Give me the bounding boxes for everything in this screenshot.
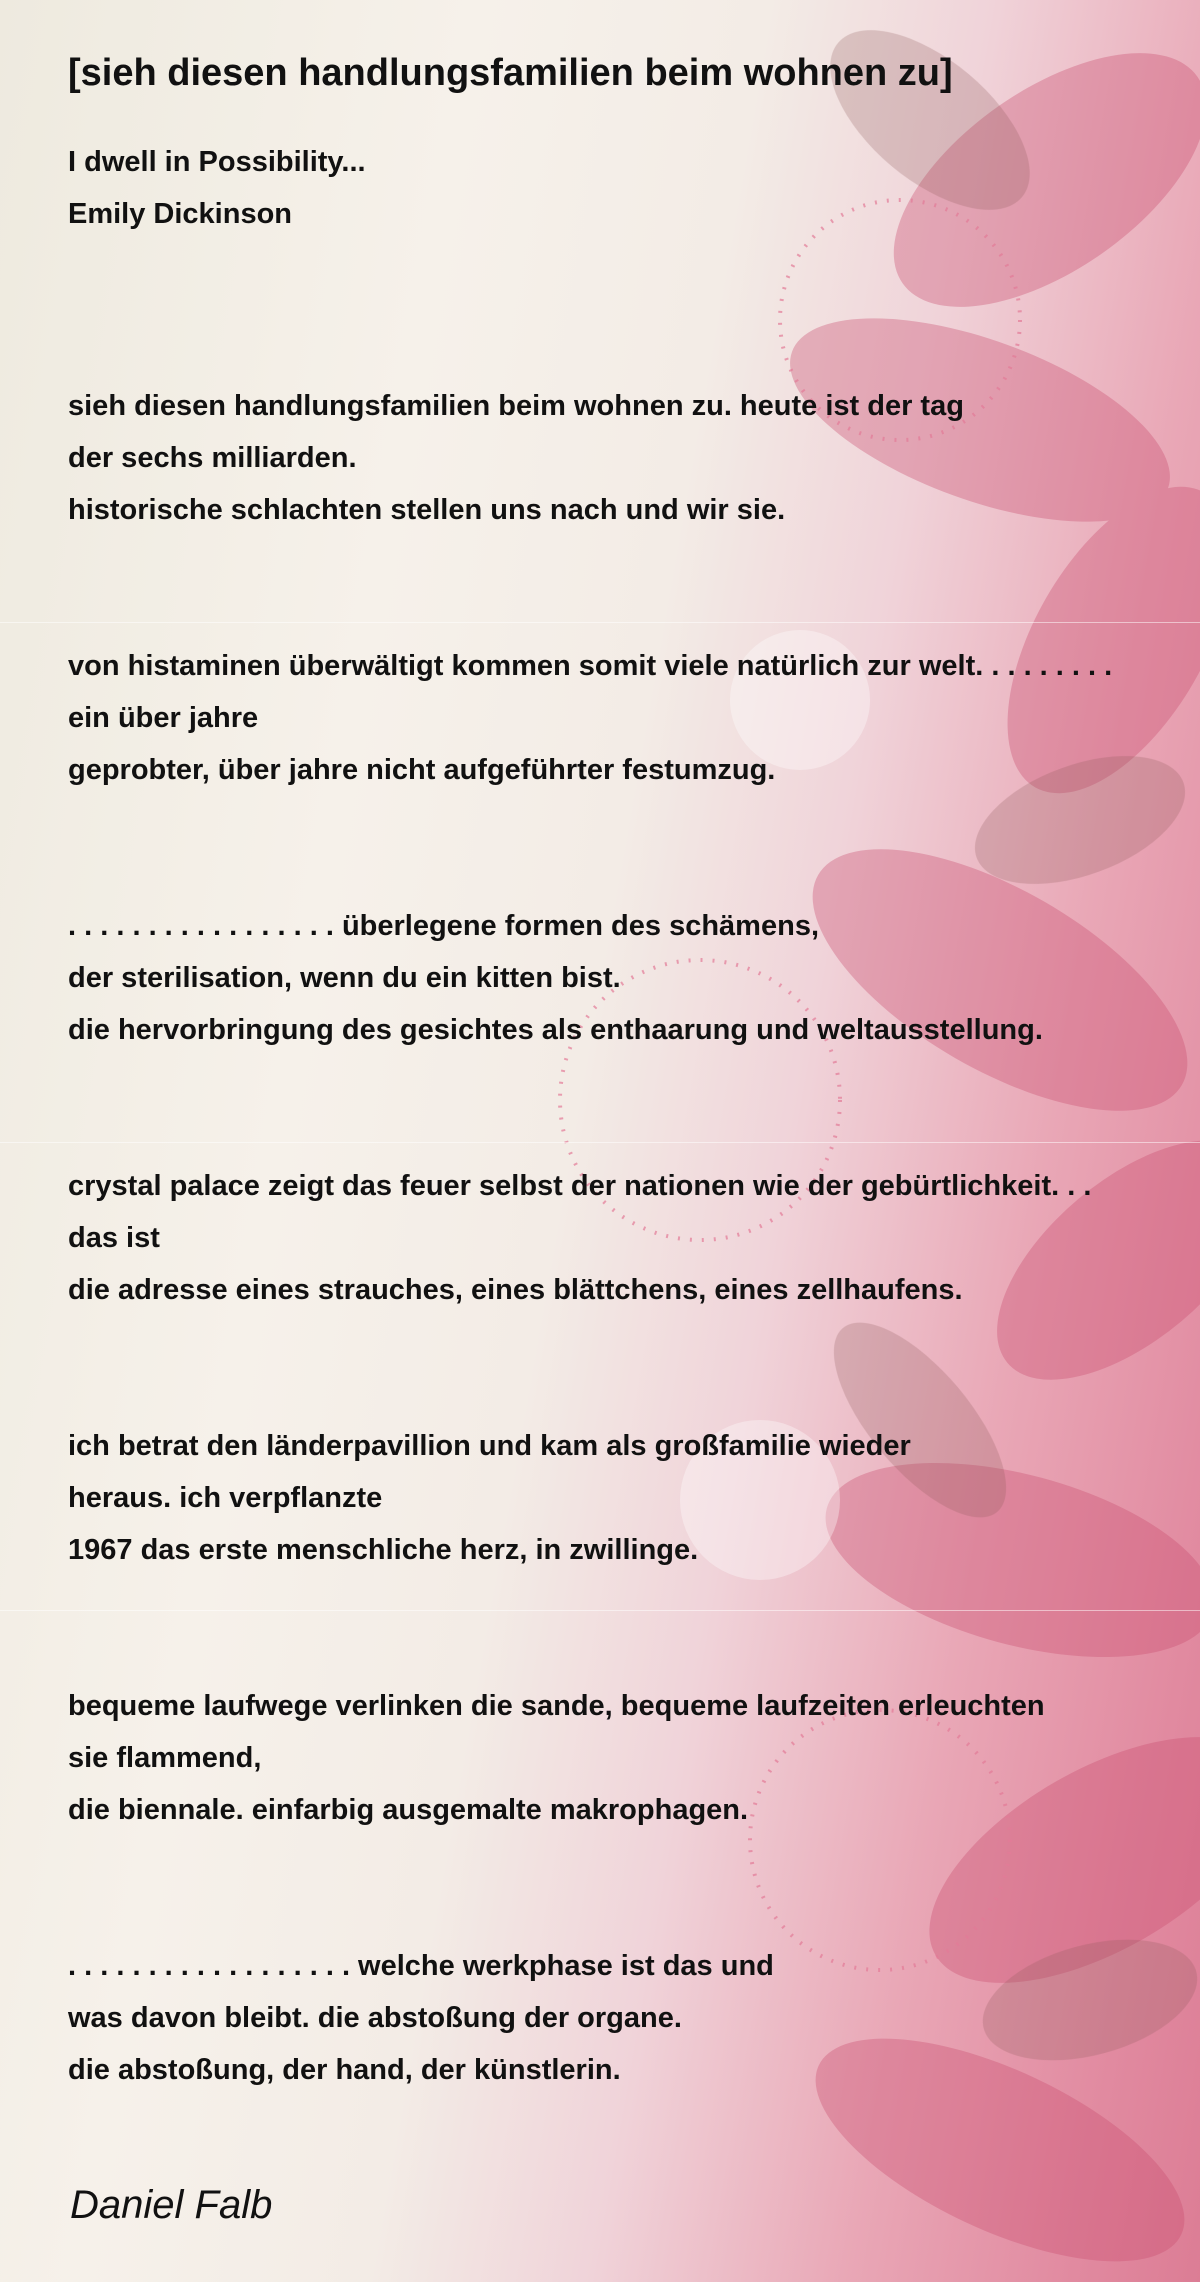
poem-line: die hervorbringung des gesichtes als enthaarung und weltausstellung.	[68, 1014, 1043, 1046]
stanza	[68, 640, 1200, 796]
epigraph	[68, 136, 1200, 240]
poem-line: bequeme laufwege verlinken die sande, bequeme laufzeiten erleuchten	[68, 1690, 1045, 1722]
poem-line: historische schlachten stellen uns nach und wir sie.	[68, 494, 786, 526]
stanza	[68, 1160, 1200, 1316]
poem-line: der sechs milliarden.	[68, 442, 357, 474]
stanza	[68, 1420, 1200, 1576]
poem-line: heraus. ich verpflanzte	[68, 1482, 383, 1514]
poem-line: das ist	[68, 1222, 160, 1254]
epigraph-source: Emily Dickinson	[68, 198, 293, 230]
poem-line: 1967 das erste menschliche herz, in zwillinge.	[68, 1534, 699, 1566]
poem-line: die biennale. einfarbig ausgemalte makrophagen.	[68, 1794, 749, 1826]
poem-container	[68, 48, 1200, 2096]
poem-line: die abstoßung, der hand, der künstlerin.	[68, 2054, 621, 2086]
poem-line: ein über jahre	[68, 702, 259, 734]
poem-line: die adresse eines strauches, eines blättchens, eines zellhaufens.	[68, 1274, 963, 1306]
stanza	[68, 380, 1200, 536]
stanza	[68, 1680, 1200, 1836]
poem-line: ich betrat den länderpavillion und kam als großfamilie wieder	[68, 1430, 911, 1462]
poem-line: . . . . . . . . . . . . . . . . . . welche werkphase ist das und	[68, 1950, 774, 1982]
poem-line: sie flammend,	[68, 1742, 262, 1774]
poem-line: . . . . . . . . . . . . . . . . . überlegene formen des schämens,	[68, 910, 819, 942]
poem-line: sieh diesen handlungsfamilien beim wohnen zu. heute ist der tag	[68, 390, 964, 422]
poem-line: crystal palace zeigt das feuer selbst der nationen wie der gebürtlichkeit. . .	[68, 1170, 1092, 1202]
stanza	[68, 1940, 1200, 2096]
poem-line: was davon bleibt. die abstoßung der organe.	[68, 2002, 682, 2034]
poem-line: von histaminen überwältigt kommen somit viele natürlich zur welt. . . . . . . . .	[68, 650, 1113, 682]
poem-line: geprobter, über jahre nicht aufgeführter festumzug.	[68, 754, 776, 786]
poem-body	[68, 380, 1200, 2096]
author-name: Daniel Falb	[70, 2183, 273, 2227]
epigraph-line: I dwell in Possibility...	[68, 146, 366, 178]
poem-line: der sterilisation, wenn du ein kitten bist.	[68, 962, 621, 994]
stanza	[68, 900, 1200, 1056]
poem-title: [sieh diesen handlungsfamilien beim wohnen zu]	[68, 52, 953, 94]
